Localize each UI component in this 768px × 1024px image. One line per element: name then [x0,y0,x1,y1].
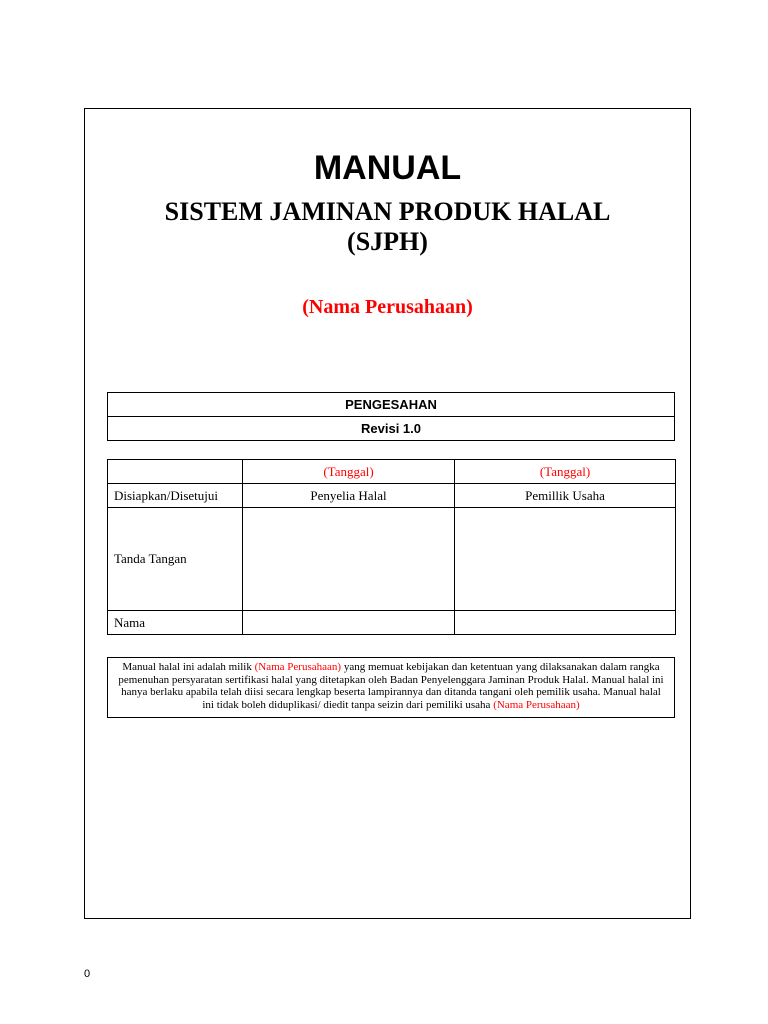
disclaimer-text-2: yang memuat kebijakan dan ketentuan yang dilaksanakan dalam rangka pemenuhan persyaratan sertifikasi halal yang ditetapkan oleh Badan Penyelenggara Jaminan Produk Halal. Manual halal ini hanya berlaku apabila telah diisi secara lengkap beserta lampirannya dan ditanda tangani oleh pemilik usaha. Manual halal ini tidak boleh diduplikasi/ diedit tanpa seizin dari pemiliki usaha [118,661,664,711]
role-supervisor: Penyelia Halal [243,484,455,508]
prepared-row [108,484,676,508]
document-title: MANUAL [313,149,462,187]
date-cell-supervisor: (Tanggal) [243,460,455,484]
approval-heading: PENGESAHAN [108,393,675,417]
approval-heading-row [108,393,675,417]
signature-table [107,459,676,635]
signature-label: Tanda Tangan [108,508,243,611]
cover-frame [84,108,691,919]
disclaimer-company-1: (Nama Perusahaan) [254,661,342,673]
signature-row [108,508,676,611]
disclaimer-box [107,657,675,718]
name-field-supervisor [243,611,455,635]
page-number: 0 [84,968,91,980]
approval-table [107,392,675,441]
signature-field-supervisor [243,508,455,611]
date-row [108,460,676,484]
date-cell-owner: (Tanggal) [455,460,676,484]
subtitle-line-2: (SJPH) [347,227,428,256]
revision-row [108,417,675,441]
empty-cell [108,460,243,484]
disclaimer-text-1: Manual halal ini adalah milik [122,661,255,673]
subtitle-line-1: SISTEM JAMINAN PRODUK HALAL [164,197,611,226]
revision-label: Revisi 1.0 [108,417,675,441]
name-label: Nama [108,611,243,635]
role-owner: Pemillik Usaha [455,484,676,508]
name-row [108,611,676,635]
prepared-label: Disiapkan/Disetujui [108,484,243,508]
signature-field-owner [455,508,676,611]
document-subtitle [85,197,690,257]
disclaimer-company-2: (Nama Perusahaan) [493,698,580,711]
name-field-owner [455,611,676,635]
company-name: (Nama Perusahaan) [302,296,473,318]
